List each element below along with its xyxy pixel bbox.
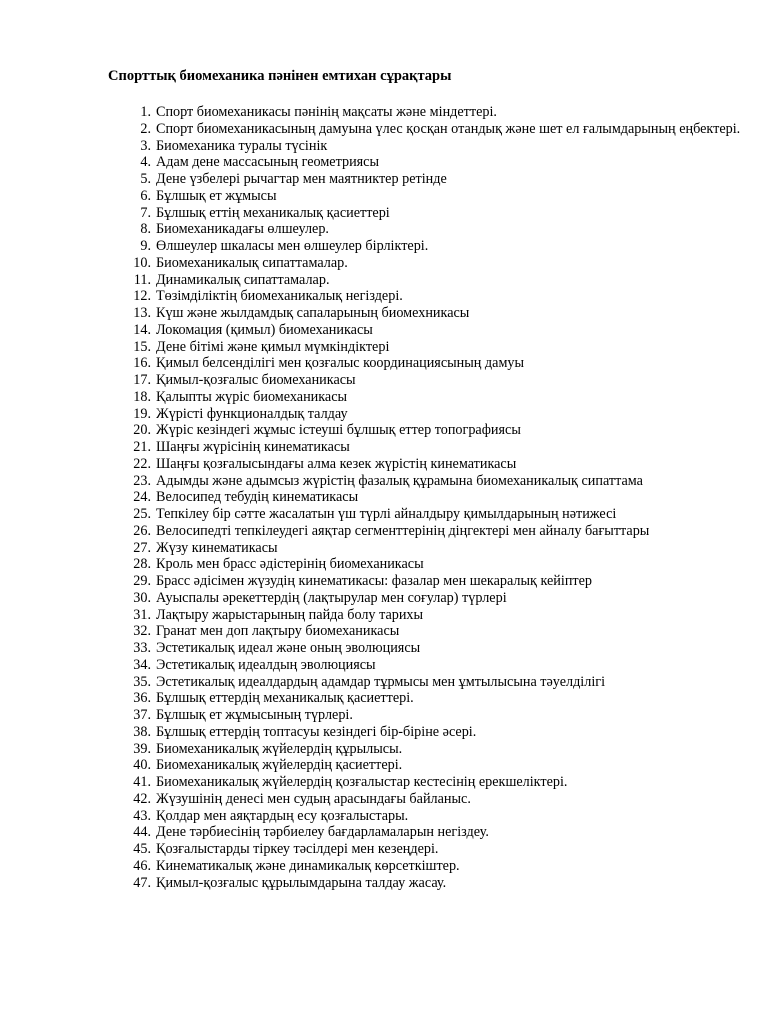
question-text: Лақтыру жарыстарының пайда болу тарихы <box>156 606 424 623</box>
question-text: Жүзу кинематикасы <box>156 539 278 556</box>
question-text: Қалыпты жүріс биомеханикасы <box>156 388 348 405</box>
question-item <box>108 674 748 691</box>
question-number: 23. <box>133 472 151 489</box>
question-text: Велосипедті тепкілеудегі аяқтар сегменттерінің діңгектері мен айналу бағыттары <box>156 522 650 539</box>
question-number: 46. <box>133 857 151 874</box>
question-item <box>108 406 748 423</box>
question-text: Брасс әдісімен жүзудің кинематикасы: фазалар мен шекаралық кейіптер <box>156 573 593 589</box>
question-item <box>108 188 748 205</box>
question-number: 42. <box>133 790 151 807</box>
question-number: 11. <box>133 271 151 288</box>
question-item <box>108 858 748 875</box>
question-item <box>108 640 748 657</box>
question-number: 28. <box>133 556 151 573</box>
question-number: 37. <box>133 707 151 723</box>
question-item <box>108 422 748 439</box>
question-item <box>108 439 748 456</box>
question-number: 36. <box>133 690 151 707</box>
question-text: Қолдар мен аяқтардың есу қозғалыстары. <box>156 807 409 824</box>
question-number: 7. <box>140 204 151 221</box>
question-text: Бұлшық ет жұмысының түрлері. <box>156 707 353 723</box>
question-text: Эстетикалық идеал және оның эволюциясы <box>156 640 421 656</box>
question-item <box>108 657 748 674</box>
question-number: 8. <box>140 221 151 238</box>
question-text: Гранат мен доп лақтыру биомеханикасы <box>156 623 400 640</box>
question-text: Биомеханикалық жүйелердің қасиеттері. <box>156 757 403 774</box>
question-text: Адымды және адымсыз жүрістің фазалық құрамына биомеханикалық сипаттама <box>156 472 643 489</box>
question-number: 17. <box>133 372 151 388</box>
question-item <box>108 355 748 372</box>
question-text: Эстетикалық идеалдың эволюциясы <box>156 656 376 673</box>
question-text: Шаңғы қозғалысындағы алма кезек жүрістің кинематикасы <box>156 455 517 472</box>
question-item <box>108 573 748 590</box>
question-number: 43. <box>133 807 151 824</box>
question-item <box>108 607 748 624</box>
question-text: Спорт биомеханикасы пәнінің мақсаты және міндеттері. <box>156 104 497 120</box>
question-item <box>108 456 748 473</box>
question-text: Кроль мен брасс әдістерінің биомеханикасы <box>156 556 424 573</box>
question-item <box>108 556 748 573</box>
question-item <box>108 523 748 540</box>
question-item <box>108 205 748 222</box>
question-item <box>108 221 748 238</box>
question-text: Қимыл-қозғалыс биомеханикасы <box>156 372 356 388</box>
question-number: 18. <box>133 388 151 405</box>
question-item <box>108 774 748 791</box>
question-number: 4. <box>140 154 151 171</box>
question-item <box>108 724 748 741</box>
question-text: Биомеханикадағы өлшеулер. <box>156 221 329 238</box>
question-number: 34. <box>133 656 151 673</box>
question-text: Жүзушінің денесі мен судың арасындағы байланыс. <box>156 790 471 807</box>
question-list <box>108 104 748 891</box>
question-text: Өлшеулер шкаласы мен өлшеулер бірліктері. <box>156 238 429 254</box>
question-item <box>108 389 748 406</box>
question-number: 13. <box>133 305 151 321</box>
question-number: 24. <box>133 489 151 506</box>
question-number: 14. <box>133 321 151 338</box>
question-text: Адам дене массасының геометриясы <box>156 154 380 171</box>
question-number: 20. <box>133 422 151 439</box>
question-text: Бұлшық еттердің механикалық қасиеттері. <box>156 690 414 707</box>
question-item <box>108 288 748 305</box>
question-number: 15. <box>133 338 151 355</box>
question-text: Кинематикалық және динамикалық көрсеткіштер. <box>156 857 460 874</box>
question-item <box>108 590 748 607</box>
question-text: Биомеханика туралы түсінік <box>156 137 328 154</box>
question-item <box>108 841 748 858</box>
question-item <box>108 255 748 272</box>
question-item <box>108 540 748 557</box>
question-text: Тепкілеу бір сәтте жасалатын үш түрлі айналдыру қимылдарының нәтижесі <box>156 506 617 522</box>
question-number: 45. <box>133 841 151 857</box>
question-item <box>108 489 748 506</box>
question-item <box>108 791 748 808</box>
question-number: 6. <box>140 187 151 204</box>
question-number: 5. <box>140 171 151 187</box>
question-number: 25. <box>133 506 151 522</box>
question-number: 19. <box>133 405 151 422</box>
question-text: Бұлшық еттердің топтасуы кезіндегі бір-біріне әсері. <box>156 723 477 740</box>
question-item <box>108 154 748 171</box>
question-number: 9. <box>140 238 151 254</box>
question-number: 38. <box>133 723 151 740</box>
question-item <box>108 104 748 121</box>
question-text: Эстетикалық идеалдардың адамдар тұрмысы мен ұмтылысына тәуелділігі <box>156 673 606 690</box>
question-item <box>108 372 748 389</box>
question-text: Жүрісті функционалдық талдау <box>156 405 348 422</box>
question-text: Дене үзбелері рычагтар мен маятниктер ретінде <box>156 171 447 187</box>
question-number: 39. <box>133 740 151 757</box>
question-text: Дене бітімі және қимыл мүмкіндіктері <box>156 338 390 355</box>
question-number: 32. <box>133 623 151 640</box>
question-item <box>108 121 748 138</box>
question-number: 3. <box>140 137 151 154</box>
question-number: 16. <box>133 355 151 372</box>
question-number: 21. <box>133 439 151 455</box>
question-number: 2. <box>140 120 151 137</box>
question-text: Қимыл белсенділігі мен қозғалыс координациясының дамуы <box>156 355 525 372</box>
question-item <box>108 171 748 188</box>
question-item <box>108 690 748 707</box>
question-number: 30. <box>133 589 151 606</box>
question-number: 47. <box>133 874 151 891</box>
question-number: 1. <box>140 104 151 120</box>
document-title: Спорттық биомеханика пәнінен емтихан сұрақтары <box>108 68 452 84</box>
question-item <box>108 707 748 724</box>
question-number: 33. <box>133 640 151 656</box>
question-text: Велосипед тебудің кинематикасы <box>156 489 359 506</box>
question-text: Бұлшық еттің механикалық қасиеттері <box>156 204 390 221</box>
question-text: Динамикалық сипаттамалар. <box>156 271 330 288</box>
question-text: Локомация (қимыл) биомеханикасы <box>156 321 373 338</box>
question-number: 44. <box>133 824 151 841</box>
question-number: 35. <box>133 673 151 690</box>
question-number: 29. <box>133 573 151 589</box>
question-item <box>108 623 748 640</box>
question-text: Биомеханикалық жүйелердің құрылысы. <box>156 740 403 757</box>
question-item <box>108 875 748 892</box>
question-number: 10. <box>133 254 151 271</box>
question-text: Күш және жылдамдық сапаларының биомехникасы <box>156 305 470 321</box>
question-item <box>108 322 748 339</box>
question-text: Ауыспалы әрекеттердің (лақтырулар мен соғулар) түрлері <box>156 589 507 606</box>
question-number: 27. <box>133 539 151 556</box>
question-item <box>108 238 748 255</box>
question-item <box>108 757 748 774</box>
question-text: Бұлшық ет жұмысы <box>156 187 277 204</box>
question-item <box>108 339 748 356</box>
question-number: 26. <box>133 522 151 539</box>
question-text: Биомеханикалық жүйелердің қозғалыстар кестесінің ерекшеліктері. <box>156 774 568 790</box>
question-item <box>108 741 748 758</box>
question-item <box>108 473 748 490</box>
question-item <box>108 506 748 523</box>
question-item <box>108 138 748 155</box>
question-text: Шаңғы жүрісінің кинематикасы <box>156 439 350 455</box>
question-item <box>108 824 748 841</box>
question-text: Дене тәрбиесінің тәрбиелеу бағдарламаларын негіздеу. <box>156 824 489 841</box>
question-text: Биомеханикалық сипаттамалар. <box>156 254 348 271</box>
question-number: 31. <box>133 606 151 623</box>
question-item <box>108 808 748 825</box>
question-number: 12. <box>133 288 151 305</box>
question-text: Қимыл-қозғалыс құрылымдарына талдау жасау. <box>156 874 447 891</box>
question-text: Қозғалыстарды тіркеу тәсілдері мен кезеңдері. <box>156 841 439 857</box>
question-item <box>108 305 748 322</box>
question-number: 40. <box>133 757 151 774</box>
question-text: Спорт биомеханикасының дамуына үлес қосқан отандық және шет ел ғалымдарының еңбектері. <box>156 120 741 137</box>
question-item <box>108 272 748 289</box>
question-number: 22. <box>133 455 151 472</box>
question-text: Төзімділіктің биомеханикалық негіздері. <box>156 288 403 305</box>
question-number: 41. <box>133 774 151 790</box>
question-text: Жүріс кезіндегі жұмыс істеуші бұлшық еттер топографиясы <box>156 422 521 439</box>
